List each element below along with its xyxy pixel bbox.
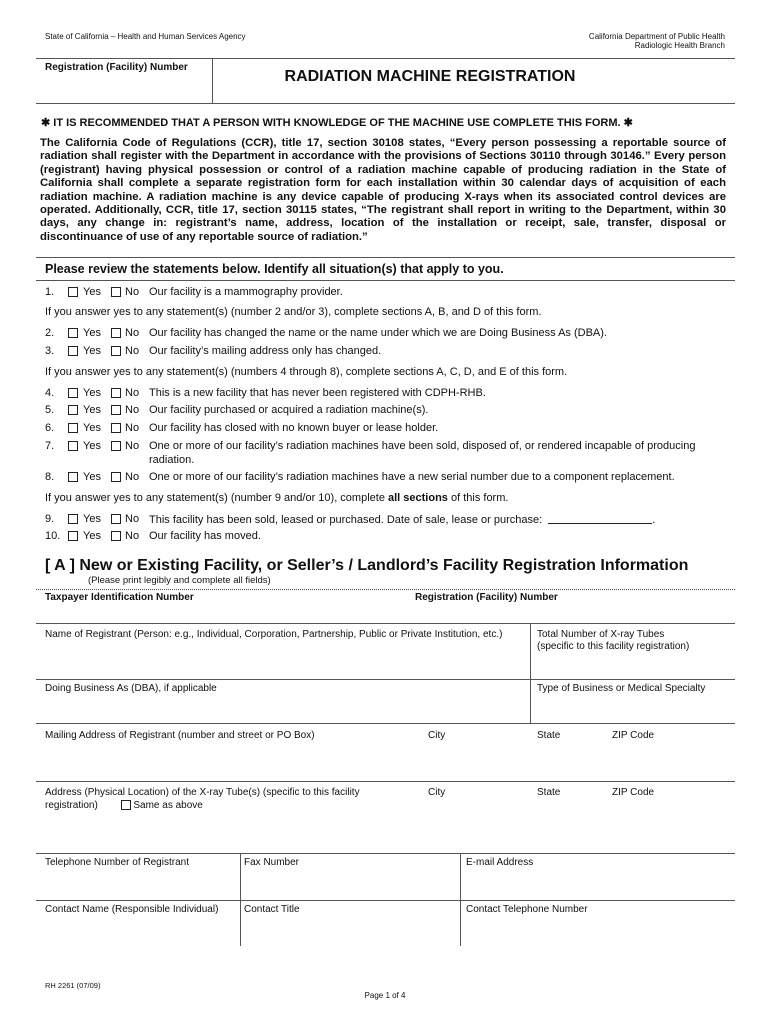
business-type-label: Type of Business or Medical Specialty	[537, 683, 706, 694]
no-checkbox[interactable]	[111, 440, 121, 452]
statement-text-line: Our facility has closed with no known buyer or lease holder.	[149, 422, 439, 434]
yes-checkbox[interactable]	[68, 345, 78, 357]
no-label: No	[125, 345, 140, 357]
divider	[36, 589, 735, 590]
dba-field[interactable]	[40, 697, 525, 721]
statement-text: This facility has been sold, leased or purchased. Date of sale, lease or purchase: .	[149, 514, 656, 526]
intro-paragraph: The California Code of Regulations (CCR), title 17, section 30108 states, “Every person possessing a reportable source of radiation shall register with the Department in accordance with the provisions of Sections 30110 through 30146.” Every person (registrant) having physical possession or control of a radiation machine capable of producing radiation in the State of California shall complete a separate registration form for each installation within 30 calendar days of acquisition of each radiation machine. A radiation machine is any device capable of producing X-rays when its associated control devices are operated. Additionally, CCR, title 17, section 30115 states, “The registrant shall report in writing to the Department, within 30 days, any change in: registrant’s name, address, location of the installation or receipt, sale, transfer, disposal or discontinuance of use of any reportable source of radiation.”	[40, 137, 726, 243]
section-a-heading: [ A ] New or Existing Facility, or Seller’s / Landlord’s Facility Registration Information	[45, 557, 689, 574]
statement-text	[149, 345, 381, 357]
physical-zip-label: ZIP Code	[612, 787, 655, 798]
no-label: No	[125, 440, 140, 452]
registrant-name-field[interactable]	[40, 645, 525, 677]
statement-text-line: Our facility purchased or acquired a radiation machine(s).	[149, 404, 429, 416]
divider	[36, 679, 735, 680]
divider	[530, 623, 531, 723]
yes-label: Yes	[83, 404, 101, 416]
yes-checkbox[interactable]	[68, 440, 78, 452]
date-field[interactable]	[548, 513, 652, 524]
physical-address-label-2-row	[45, 800, 360, 813]
mailing-zip-label: ZIP Code	[612, 730, 655, 741]
total-tubes-label-2: (specific to this facility registration)	[537, 641, 690, 652]
agency-name: State of California – Health and Human Services Agency	[45, 32, 246, 41]
mailing-address-label: Mailing Address of Registrant (number and street or PO Box)	[45, 730, 315, 741]
statement-number: 7.	[45, 440, 55, 452]
page-title: RADIATION MACHINE REGISTRATION	[284, 68, 576, 85]
statement-number: 2.	[45, 327, 55, 339]
mailing-state-label: State	[537, 730, 561, 741]
no-checkbox[interactable]	[111, 404, 121, 416]
no-label: No	[125, 513, 140, 525]
physical-city-label: City	[428, 787, 446, 798]
divider	[36, 103, 735, 104]
divider	[460, 853, 461, 946]
no-label: No	[125, 387, 140, 399]
statement-text	[149, 286, 343, 298]
statement-text-line: One or more of our facility’s radiation machines have been sold, disposed of, or rendered incapable of producing	[149, 440, 696, 452]
statement-number: 6.	[45, 422, 55, 434]
statement-number: 8.	[45, 471, 55, 483]
section-a-subheading: (Please print legibly and complete all fields)	[88, 575, 271, 586]
physical-address-field[interactable]	[40, 815, 730, 851]
statement-text	[149, 404, 428, 416]
physical-address-label-1: Address (Physical Location) of the X-ray Tube(s) (specific to this facility	[45, 787, 360, 798]
no-checkbox[interactable]	[111, 387, 121, 399]
yes-checkbox[interactable]	[68, 513, 78, 525]
divider	[36, 623, 735, 624]
yes-checkbox[interactable]	[68, 530, 78, 542]
no-label: No	[125, 471, 140, 483]
physical-address-label	[45, 787, 360, 812]
statement-text	[149, 471, 675, 483]
statement-number: 10.	[45, 530, 61, 542]
yes-label: Yes	[83, 440, 101, 452]
divider	[36, 257, 735, 258]
recommendation-text: IT IS RECOMMENDED THAT A PERSON WITH KNOWLEDGE OF THE MACHINE USE COMPLETE THIS FORM.	[53, 117, 621, 129]
same-as-above-option[interactable]	[121, 800, 203, 811]
instruction-note-3	[45, 492, 508, 504]
department-name	[589, 32, 725, 50]
page-number: Page 1 of 4	[364, 991, 406, 1000]
statement-text-line: Our facility has changed the name or the name under which we are Doing Business As (DBA).	[149, 327, 607, 339]
contact-phone-field[interactable]	[463, 918, 730, 944]
statement-text	[149, 440, 695, 466]
recommendation-line	[41, 116, 633, 129]
yes-label: Yes	[83, 345, 101, 357]
asterisk-icon: ✱	[41, 117, 51, 129]
statement-number: 1.	[45, 286, 55, 298]
statement-text-line: This facility has been sold, leased or purchased. Date of sale, lease or purchase:	[149, 514, 543, 526]
no-label: No	[125, 404, 140, 416]
email-label: E-mail Address	[466, 857, 534, 868]
department-line-2: Radiologic Health Branch	[634, 41, 725, 50]
statement-number: 9.	[45, 513, 55, 525]
yes-label: Yes	[83, 327, 101, 339]
yes-label: Yes	[83, 471, 101, 483]
divider	[240, 853, 241, 946]
yes-label: Yes	[83, 422, 101, 434]
fax-field[interactable]	[243, 872, 456, 898]
yes-checkbox[interactable]	[68, 404, 78, 416]
statement-number: 5.	[45, 404, 55, 416]
divider	[36, 900, 735, 901]
asterisk-icon: ✱	[623, 117, 633, 129]
no-label: No	[125, 530, 140, 542]
total-tubes-label	[537, 629, 689, 653]
total-tubes-field[interactable]	[535, 655, 730, 677]
statement-text-continuation: radiation.	[149, 454, 195, 466]
yes-label: Yes	[83, 530, 101, 542]
contact-title-label: Contact Title	[244, 904, 300, 915]
statement-number: 4.	[45, 387, 55, 399]
no-checkbox[interactable]	[111, 286, 121, 298]
contact-title-field[interactable]	[243, 918, 456, 944]
registration-number-field[interactable]	[415, 605, 730, 621]
no-label: No	[125, 286, 140, 298]
form-id: RH 2261 (07/09)	[45, 981, 101, 990]
statement-text-line: One or more of our facility’s radiation machines have a new serial number due to a component replacement.	[149, 471, 675, 483]
no-checkbox[interactable]	[111, 471, 121, 483]
telephone-field[interactable]	[40, 872, 235, 898]
note-3-text: If you answer yes to any statement(s) (number 9 and/or 10), complete	[45, 492, 388, 504]
same-as-above-label: Same as above	[133, 799, 203, 811]
no-checkbox[interactable]	[111, 513, 121, 525]
divider	[36, 723, 735, 724]
note-3-emphasis: all sections	[388, 492, 448, 504]
header-registration-number-label: Registration (Facility) Number	[45, 62, 188, 73]
total-tubes-label-1: Total Number of X-ray Tubes	[537, 629, 665, 640]
no-label: No	[125, 327, 140, 339]
yes-checkbox[interactable]	[68, 327, 78, 339]
statement-text	[149, 327, 607, 339]
taxpayer-id-label: Taxpayer Identification Number	[45, 592, 194, 603]
no-checkbox[interactable]	[111, 422, 121, 434]
divider	[36, 280, 735, 281]
yes-checkbox[interactable]	[68, 387, 78, 399]
statements-heading: Please review the statements below. Identify all situation(s) that apply to you.	[45, 262, 504, 276]
same-as-above-checkbox[interactable]	[121, 800, 131, 810]
yes-label: Yes	[83, 286, 101, 298]
yes-label: Yes	[83, 387, 101, 399]
instruction-note-2: If you answer yes to any statement(s) (numbers 4 through 8), complete sections A, C, D, and E of this form.	[45, 366, 568, 378]
statement-text	[149, 422, 438, 434]
yes-checkbox[interactable]	[68, 422, 78, 434]
yes-label: Yes	[83, 513, 101, 525]
department-line-1: California Department of Public Health	[588, 32, 725, 41]
divider	[36, 853, 735, 854]
telephone-label: Telephone Number of Registrant	[45, 857, 189, 868]
note-3-text-end: of this form.	[447, 492, 509, 504]
yes-checkbox[interactable]	[68, 471, 78, 483]
registrant-name-label: Name of Registrant (Person: e.g., Individual, Corporation, Partnership, Public or Private Institution, etc.)	[45, 629, 503, 640]
no-checkbox[interactable]	[111, 345, 121, 357]
statement-number: 3.	[45, 345, 55, 357]
contact-name-field[interactable]	[40, 918, 235, 944]
physical-state-label: State	[537, 787, 561, 798]
no-checkbox[interactable]	[111, 327, 121, 339]
contact-phone-label: Contact Telephone Number	[466, 904, 588, 915]
mailing-address-field[interactable]	[40, 745, 730, 779]
physical-address-label-2: registration)	[45, 799, 98, 811]
divider	[36, 58, 735, 59]
no-label: No	[125, 422, 140, 434]
divider	[36, 781, 735, 782]
instruction-note-1: If you answer yes to any statement(s) (number 2 and/or 3), complete sections A, B, and D of this form.	[45, 306, 542, 318]
statement-text	[149, 387, 486, 399]
fax-label: Fax Number	[244, 857, 300, 868]
contact-name-label: Contact Name (Responsible Individual)	[45, 904, 219, 915]
no-checkbox[interactable]	[111, 530, 121, 542]
yes-checkbox[interactable]	[68, 286, 78, 298]
business-type-field[interactable]	[535, 697, 730, 721]
statement-text	[149, 530, 261, 542]
email-field[interactable]	[463, 872, 730, 898]
mailing-city-label: City	[428, 730, 446, 741]
statement-text-line: Our facility’s mailing address only has changed.	[149, 345, 382, 357]
statement-text-line: Our facility is a mammography provider.	[149, 286, 343, 298]
dba-label: Doing Business As (DBA), if applicable	[45, 683, 217, 694]
statement-text-line: This is a new facility that has never been registered with CDPH-RHB.	[149, 387, 486, 399]
registration-number-label: Registration (Facility) Number	[415, 592, 558, 603]
statement-text-line: Our facility has moved.	[149, 530, 261, 542]
taxpayer-id-field[interactable]	[40, 605, 400, 621]
